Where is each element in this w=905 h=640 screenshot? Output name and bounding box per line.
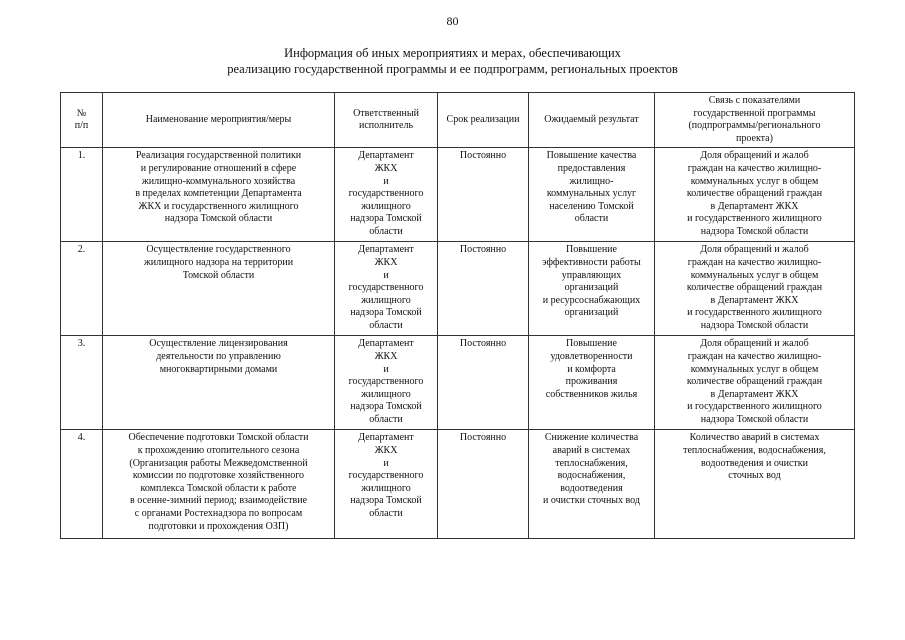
cell-line: проживания [565,376,618,388]
cell-line: в пределах компетенции Департамента [135,188,302,200]
cell-line: комиссии по подготовке хозяйственного [132,470,305,482]
cell-line: Повышение [566,338,617,350]
document-title-line-1: Информация об иных мероприятиях и мерах, обеспечивающих [284,46,621,60]
cell-line: надзора Томской [350,495,422,507]
cell-line: Срок реализации [446,113,520,125]
cell-name [103,148,335,242]
cell-line: государственного [348,376,424,388]
cell-line: теплоснабжения, водоснабжения, [683,444,826,456]
cell-line: теплоснабжения, [555,457,628,469]
cell-number: 2. [61,242,103,336]
header-name [103,93,335,148]
cell-line: жилищного [361,200,411,212]
cell-line: Повышение [566,244,617,256]
cell-line: ЖКХ и государственного жилищного [138,200,299,212]
table-row [61,336,855,430]
cell-line: Постоянно [459,338,507,350]
cell-result [529,242,655,336]
table-row [61,148,855,242]
cell-executor [335,148,438,242]
cell-line: Ответственный [353,107,419,119]
cell-line: Снижение количества [544,432,639,444]
cell-line: граждан на качество жилищно- [687,350,822,362]
cell-executor [335,430,438,539]
cell-line: жилищно-коммунального хозяйства [141,175,296,187]
cell-line: Наименование мероприятия/меры [145,113,292,125]
cell-line: в Департамент ЖКХ [710,200,799,212]
cell-line: управляющих [561,269,622,281]
cell-line: Доля обращений и жалоб [700,150,809,162]
cell-line: водоснабжения, [557,470,626,482]
cell-line: Томской области [182,269,255,281]
cell-line: и комфорта [567,363,616,375]
cell-line: области [369,413,403,425]
cell-line: области [369,319,403,331]
cell-indicator [655,148,855,242]
cell-line: и государственного жилищного [687,213,822,225]
cell-line: коммунальных услуг [546,188,637,200]
cell-line: сточных вод [728,470,781,482]
cell-line: надзора Томской [350,213,422,225]
cell-number: 1. [61,148,103,242]
cell-line: количестве обращений граждан [686,376,823,388]
cell-line: и ресурсоснабжающих [542,294,641,306]
cell-line: надзора Томской области [164,213,273,225]
cell-line: деятельности по управлению [156,350,281,362]
header-term [438,93,529,148]
cell-term [438,148,529,242]
cell-line: и [383,175,389,187]
cell-line: граждан на качество жилищно- [687,256,822,268]
cell-line: государственного [348,470,424,482]
cell-line: водоотведения [560,482,623,494]
cell-line: п/п [74,120,89,132]
cell-line: водоотведения и очистки [701,457,808,469]
cell-line: Связь с показателями [708,95,801,106]
cell-line: коммунальных услуг в общем [690,269,819,281]
cell-term [438,336,529,430]
cell-name [103,242,335,336]
cell-line: жилищного [361,482,411,494]
cell-line: (Организация работы Межведомственной [129,457,308,469]
cell-line: Осуществление лицензирования [149,338,288,350]
cell-line: и [383,457,389,469]
cell-line: собственников жилья [545,388,638,400]
cell-line: государственного [348,188,424,200]
cell-line: Осуществление государственного [146,244,291,256]
table-row [61,430,855,539]
cell-line: населению Томской [549,200,634,212]
cell-line: области [369,225,403,237]
cell-line: и [383,269,389,281]
cell-line: жилищно- [569,175,614,187]
cell-line: Департамент [358,338,414,350]
cell-line: в Департамент ЖКХ [710,388,799,400]
cell-line: количестве обращений граждан [686,282,823,294]
cell-name [103,336,335,430]
cell-line: и очистки сточных вод [543,495,640,507]
cell-line: надзора Томской области [700,413,809,425]
cell-line: надзора Томской [350,307,422,319]
cell-indicator [655,430,855,539]
cell-line: области [574,213,609,225]
page-number: 80 [446,14,459,28]
cell-line: государственного [348,282,424,294]
cell-line: и [383,363,389,375]
cell-line: в Департамент ЖКХ [710,294,799,306]
cell-line: организаций [564,307,619,319]
cell-number: 4. [61,430,103,539]
cell-line: комплекса Томской области к работе [140,482,297,494]
cell-line: Ожидаемый результат [544,113,639,125]
cell-line: с органами Ростехнадзора по вопросам [134,507,303,519]
cell-result [529,336,655,430]
cell-line: и государственного жилищного [687,307,822,319]
cell-line: исполнитель [358,120,414,132]
cell-line: Обеспечение подготовки Томской области [128,432,309,444]
cell-line: подготовки и прохождения ОЗП) [148,520,289,532]
document-title-line-2: реализацию государственной программы и ее подпрограмм, региональных проектов [227,62,678,76]
document-title [0,45,905,77]
cell-line: надзора Томской области [700,319,809,331]
cell-term [438,430,529,539]
cell-indicator [655,242,855,336]
header-result [529,93,655,148]
cell-line: многоквартирными домами [159,363,278,375]
cell-line: организаций [564,282,619,294]
cell-line: эффективности работы [542,256,641,268]
cell-line: Количество аварий в системах [689,432,820,444]
cell-line: жилищного надзора на территории [143,256,294,268]
cell-indicator [655,336,855,430]
cell-line: жилищного [361,294,411,306]
cell-result [529,430,655,539]
table-row [61,242,855,336]
cell-line: надзора Томской области [700,225,809,237]
cell-line: в осенне-зимний период; взаимодействие [129,495,308,507]
cell-line: к прохождению отопительного сезона [137,444,300,456]
cell-line: Департамент [358,244,414,256]
cell-line: ЖКХ [374,162,398,174]
cell-line: Повышение качества [546,150,637,162]
cell-line: и государственного жилищного [687,401,822,413]
header-number [61,93,103,148]
cell-executor [335,242,438,336]
cell-line: № [76,107,87,119]
cell-result [529,148,655,242]
cell-line: Департамент [358,432,414,444]
cell-line: удовлетворенности [550,350,633,362]
cell-line: ЖКХ [374,256,398,268]
cell-line: проекта) [736,132,773,144]
cell-line: Доля обращений и жалоб [700,338,809,350]
cell-line: Постоянно [459,150,507,162]
cell-line: государственной программы [693,107,816,119]
cell-line: Департамент [358,150,414,162]
cell-line: надзора Томской [350,401,422,413]
cell-line: Реализация государственной политики [135,150,302,162]
cell-line: ЖКХ [374,444,398,456]
cell-line: жилищного [361,388,411,400]
cell-line: и регулирование отношений в сфере [140,162,297,174]
table-header-row [61,93,855,148]
cell-number: 3. [61,336,103,430]
cell-line: коммунальных услуг в общем [690,363,819,375]
cell-line: (подпрограммы/регионального [688,120,821,132]
cell-line: граждан на качество жилищно- [687,162,822,174]
cell-line: Доля обращений и жалоб [700,244,809,256]
cell-line: коммунальных услуг в общем [690,175,819,187]
cell-line: количестве обращений граждан [686,188,823,200]
cell-line: аварий в системах [552,444,631,456]
cell-line: предоставления [557,162,626,174]
cell-line: Постоянно [459,432,507,444]
cell-line: Постоянно [459,244,507,256]
cell-term [438,242,529,336]
cell-name [103,430,335,539]
header-executor [335,93,438,148]
cell-line: ЖКХ [374,350,398,362]
cell-executor [335,336,438,430]
cell-line: области [369,507,403,519]
header-indicator [655,93,855,148]
measures-table [60,92,855,539]
